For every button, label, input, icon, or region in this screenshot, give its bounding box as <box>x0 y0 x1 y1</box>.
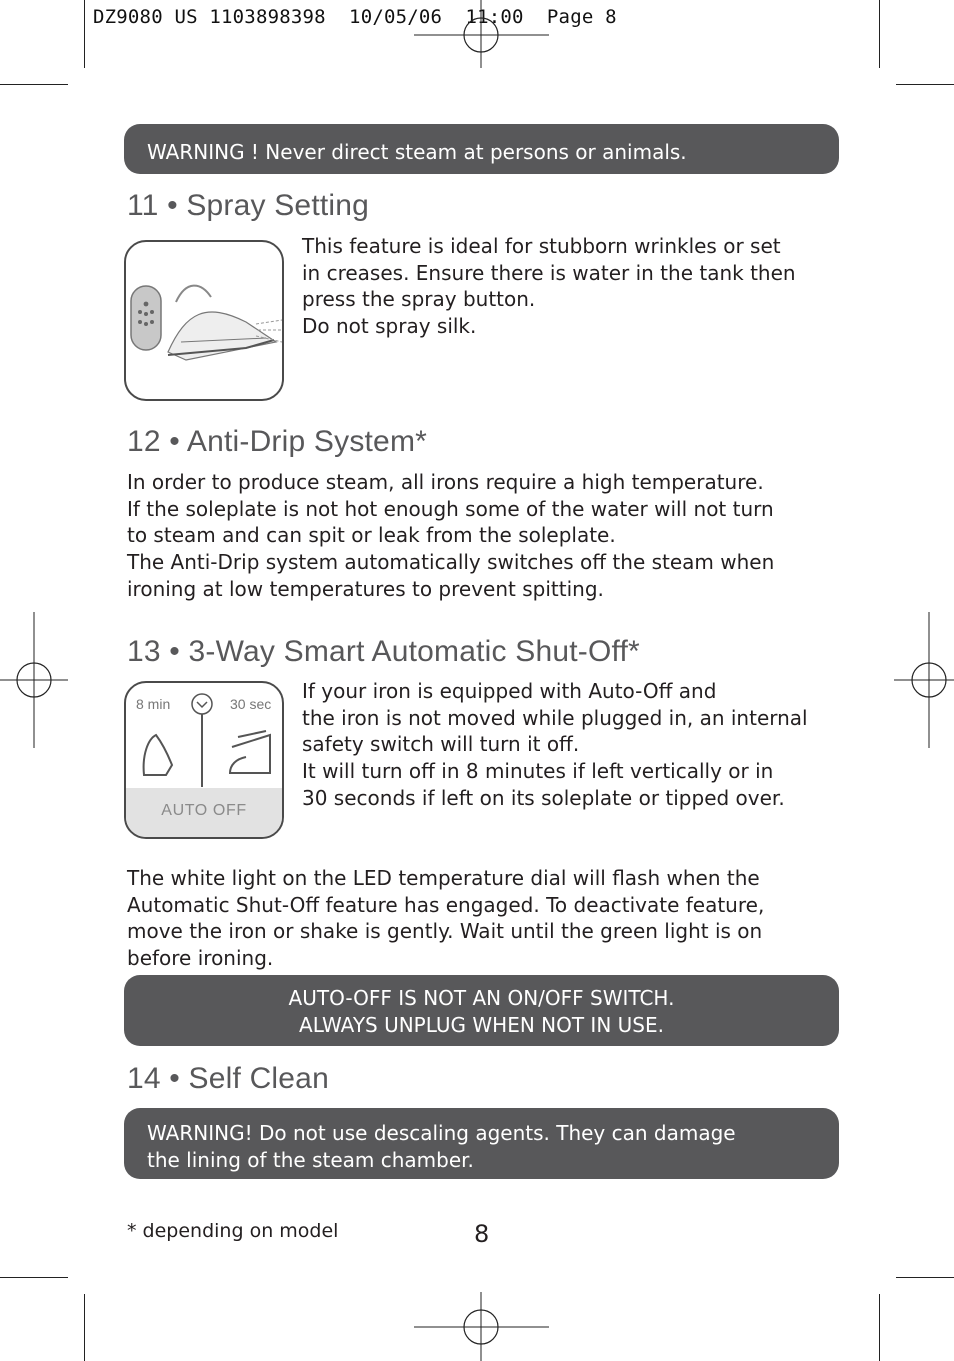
warning-line: WARNING! Do not use descaling agents. They can damage <box>147 1121 736 1145</box>
page-number: 8 <box>474 1220 490 1248</box>
warning-line: the lining of the steam chamber. <box>147 1148 474 1172</box>
registration-mark-left <box>0 612 70 748</box>
text-line: to steam and can spit or leak from the soleplate. <box>127 523 616 548</box>
registration-mark-bottom <box>414 1292 550 1361</box>
section-13-body <box>302 678 808 812</box>
section-13-title: 13 • 3-Way Smart Automatic Shut-Off* <box>127 635 640 668</box>
spray-iron-icon <box>126 242 282 399</box>
text-line: The white light on the LED temperature dial will flash when the <box>127 866 760 890</box>
section-11-body <box>302 233 796 340</box>
text-line: It will turn off in 8 minutes if left vertically or in <box>302 759 774 784</box>
notice-line: AUTO-OFF IS NOT AN ON/OFF SWITCH. <box>288 986 675 1010</box>
section-14-title: 14 • Self Clean <box>127 1062 329 1095</box>
print-slug: DZ9080 US 1103898398 10/05/06 11:00 Page 8 <box>93 6 617 28</box>
text-line: in creases. Ensure there is water in the tank then <box>302 260 796 285</box>
label-auto-off: AUTO OFF <box>161 802 247 819</box>
auto-off-illustration <box>124 681 284 839</box>
text-line: If your iron is equipped with Auto-Off and <box>302 679 717 703</box>
timer-icon <box>192 694 212 714</box>
horizontal-iron-icon <box>230 735 270 773</box>
text-line: The Anti-Drip system automatically switches off the steam when <box>127 550 775 575</box>
text-line: Do not spray silk. <box>302 314 477 339</box>
footnote: * depending on model <box>127 1220 339 1242</box>
spray-illustration <box>124 240 284 401</box>
text-line: safety switch will turn it off. <box>302 732 580 757</box>
text-line: If the soleplate is not hot enough some of the water will not turn <box>127 496 774 521</box>
auto-off-notice-bar <box>124 975 839 1046</box>
label-30-sec: 30 sec <box>230 696 272 712</box>
section-13-led-paragraph <box>127 865 764 972</box>
vertical-iron-icon <box>144 735 172 775</box>
warning-steam-text: WARNING ! Never direct steam at persons or animals. <box>147 140 687 164</box>
notice-line: ALWAYS UNPLUG WHEN NOT IN USE. <box>299 1013 664 1037</box>
text-line: before ironing. <box>127 946 274 971</box>
auto-off-diagram <box>126 683 282 789</box>
text-line: the iron is not moved while plugged in, an internal <box>302 705 808 730</box>
text-line: 30 seconds if left on its soleplate or tipped over. <box>302 785 785 810</box>
registration-mark-top <box>414 0 550 70</box>
section-11-title: 11 • Spray Setting <box>127 189 370 222</box>
section-12-body <box>127 469 774 603</box>
text-line: In order to produce steam, all irons require a high temperature. <box>127 470 764 494</box>
text-line: ironing at low temperatures to prevent spitting. <box>127 576 604 601</box>
text-line: press the spray button. <box>302 287 536 312</box>
section-12-title: 12 • Anti-Drip System* <box>127 425 428 458</box>
warning-bar-steam <box>124 124 839 174</box>
label-8-min: 8 min <box>136 696 171 712</box>
warning-bar-descaling <box>124 1108 839 1179</box>
text-line: Automatic Shut-Off feature has engaged. To deactivate feature, <box>127 892 765 917</box>
registration-mark-right <box>894 612 954 748</box>
text-line: move the iron or shake is gently. Wait until the green light is on <box>127 919 763 944</box>
text-line: This feature is ideal for stubborn wrinkles or set <box>302 234 781 258</box>
